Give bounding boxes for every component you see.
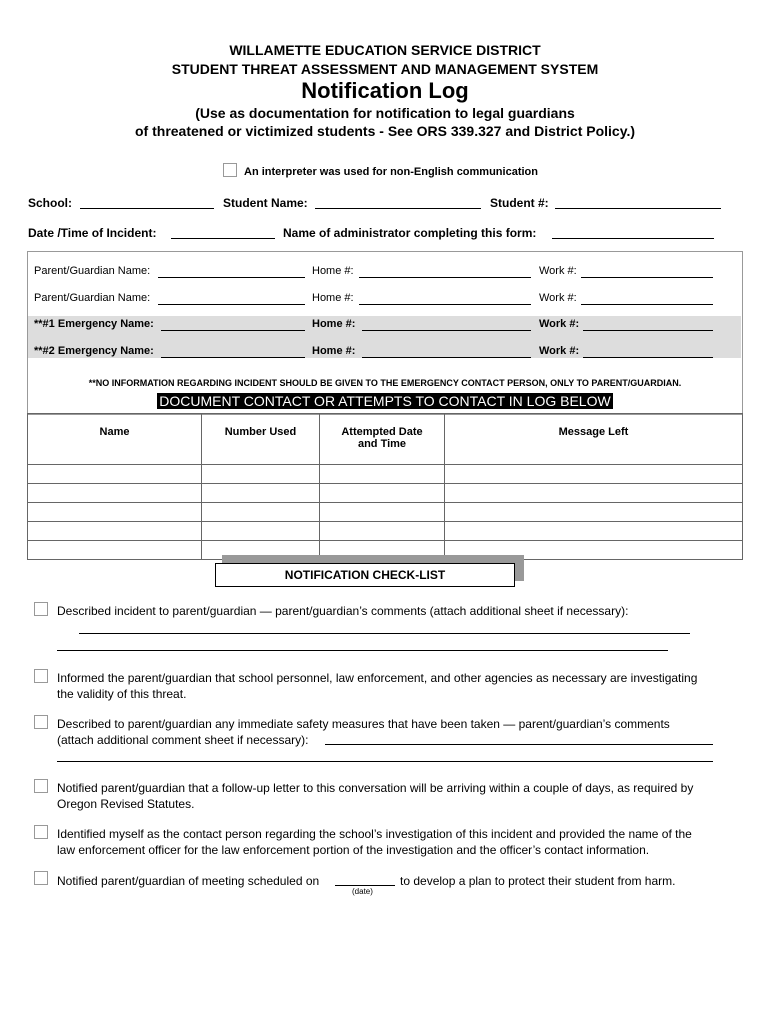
interpreter-checkbox[interactable] <box>223 163 237 177</box>
checklist-item-3-line2: (attach additional comment sheet if necessary): <box>57 733 309 747</box>
cell[interactable] <box>28 503 202 522</box>
col-message-left: Message Left <box>445 414 743 465</box>
emergency-1-home-label: Home #: <box>312 318 356 330</box>
comment-line-4[interactable] <box>57 761 713 762</box>
checklist-item-4-line2: Oregon Revised Statutes. <box>57 797 195 811</box>
col-attempted: Attempted Date and Time <box>320 414 445 465</box>
date-caption: (date) <box>352 887 373 896</box>
guardian-2-name-field[interactable] <box>158 292 305 305</box>
date-time-label: Date /Time of Incident: <box>28 226 157 240</box>
table-row <box>28 465 743 484</box>
guardian-1-work-label: Work #: <box>539 265 577 277</box>
emergency-2-home-label: Home #: <box>312 345 356 357</box>
guardian-1-home-label: Home #: <box>312 265 354 277</box>
emergency-2-name-field[interactable] <box>161 345 305 358</box>
guardian-2-label: Parent/Guardian Name: <box>34 292 151 304</box>
admin-label: Name of administrator completing this form: <box>283 226 537 240</box>
emergency-note: **NO INFORMATION REGARDING INCIDENT SHOULD BE GIVEN TO THE EMERGENCY CONTACT PERSON, ONLY TO PARENT/GUARDIAN. <box>88 378 682 388</box>
log-banner: DOCUMENT CONTACT OR ATTEMPTS TO CONTACT IN LOG BELOW <box>159 393 611 409</box>
col-name: Name <box>28 414 202 465</box>
cell[interactable] <box>202 522 320 541</box>
guardian-2-work-field[interactable] <box>581 292 713 305</box>
emergency-2-work-label: Work #: <box>539 345 580 357</box>
school-field[interactable] <box>80 196 214 209</box>
emergency-1-name-field[interactable] <box>161 318 305 331</box>
checklist-checkbox-6[interactable] <box>34 871 48 885</box>
cell[interactable] <box>28 465 202 484</box>
cell[interactable] <box>202 503 320 522</box>
checklist-item-1: Described incident to parent/guardian — parent/guardian’s comments (attach additional sheet if necessary): <box>57 604 629 618</box>
cell[interactable] <box>320 484 445 503</box>
comment-line-2[interactable] <box>57 650 668 651</box>
guardian-2-work-label: Work #: <box>539 292 577 304</box>
cell[interactable] <box>445 484 743 503</box>
table-header-row <box>28 414 743 465</box>
emergency-1-work-field[interactable] <box>583 318 713 331</box>
guardian-1-label: Parent/Guardian Name: <box>34 265 151 277</box>
checklist-item-6-part1: Notified parent/guardian of meeting scheduled on <box>57 874 320 888</box>
emergency-1-label: **#1 Emergency Name: <box>34 318 154 330</box>
checklist-checkbox-3[interactable] <box>34 715 48 729</box>
cell[interactable] <box>320 465 445 484</box>
meeting-date-field[interactable] <box>335 885 395 886</box>
col-number-used: Number Used <box>202 414 320 465</box>
checklist-title: NOTIFICATION CHECK-LIST <box>215 563 515 587</box>
checklist-item-3-line1: Described to parent/guardian any immediate safety measures that have been taken — parent/guardian’s comments <box>57 717 670 731</box>
student-name-field[interactable] <box>315 196 481 209</box>
cell[interactable] <box>202 484 320 503</box>
emergency-2-work-field[interactable] <box>583 345 713 358</box>
student-number-label: Student #: <box>490 196 549 210</box>
emergency-1-work-label: Work #: <box>539 318 580 330</box>
checklist-checkbox-1[interactable] <box>34 602 48 616</box>
checklist-item-4-line1: Notified parent/guardian that a follow-up letter to this conversation will be arriving within a couple of days, as required by <box>57 781 694 795</box>
cell[interactable] <box>320 522 445 541</box>
school-label: School: <box>28 196 72 210</box>
page-title: Notification Log <box>301 78 469 103</box>
guardian-2-home-field[interactable] <box>359 292 531 305</box>
subtitle-line-1: (Use as documentation for notification to legal guardians <box>195 105 575 121</box>
emergency-1-home-field[interactable] <box>362 318 531 331</box>
comment-line-1[interactable] <box>79 633 690 634</box>
checklist-item-2-line2: the validity of this threat. <box>57 687 187 701</box>
cell[interactable] <box>28 484 202 503</box>
admin-field[interactable] <box>552 226 714 239</box>
checklist-item-5-line1: Identified myself as the contact person regarding the school’s investigation of this incident and provided the name of the <box>57 827 692 841</box>
comment-line-3[interactable] <box>325 744 713 745</box>
checklist-checkbox-2[interactable] <box>34 669 48 683</box>
checklist-checkbox-4[interactable] <box>34 779 48 793</box>
emergency-2-label: **#2 Emergency Name: <box>34 345 154 357</box>
contact-log-table <box>27 413 743 560</box>
cell[interactable] <box>445 465 743 484</box>
log-banner-wrap <box>0 393 770 411</box>
date-time-field[interactable] <box>171 226 275 239</box>
guardian-1-name-field[interactable] <box>158 265 305 278</box>
table-row <box>28 522 743 541</box>
cell[interactable] <box>28 541 202 560</box>
cell[interactable] <box>445 522 743 541</box>
checklist-checkbox-5[interactable] <box>34 825 48 839</box>
guardian-2-home-label: Home #: <box>312 292 354 304</box>
guardian-1-home-field[interactable] <box>359 265 531 278</box>
emergency-2-home-field[interactable] <box>362 345 531 358</box>
subtitle-line-2: of threatened or victimized students - See ORS 339.327 and District Policy.) <box>135 123 635 139</box>
checklist-item-2-line1: Informed the parent/guardian that school personnel, law enforcement, and other agencies as necessary are investigating <box>57 671 698 685</box>
student-number-field[interactable] <box>555 196 721 209</box>
cell[interactable] <box>445 503 743 522</box>
org-name: WILLAMETTE EDUCATION SERVICE DISTRICT <box>229 42 541 58</box>
cell[interactable] <box>28 522 202 541</box>
system-name: STUDENT THREAT ASSESSMENT AND MANAGEMENT SYSTEM <box>171 61 599 77</box>
cell[interactable] <box>202 465 320 484</box>
checklist-item-5-line2: law enforcement officer for the law enforcement portion of the investigation and the officer’s contact information. <box>57 843 650 857</box>
table-row <box>28 484 743 503</box>
cell[interactable] <box>320 503 445 522</box>
interpreter-label: An interpreter was used for non-English communication <box>244 166 538 178</box>
table-row <box>28 503 743 522</box>
student-name-label: Student Name: <box>223 196 308 210</box>
guardian-1-work-field[interactable] <box>581 265 713 278</box>
checklist-item-6-part2: to develop a plan to protect their student from harm. <box>400 874 676 888</box>
